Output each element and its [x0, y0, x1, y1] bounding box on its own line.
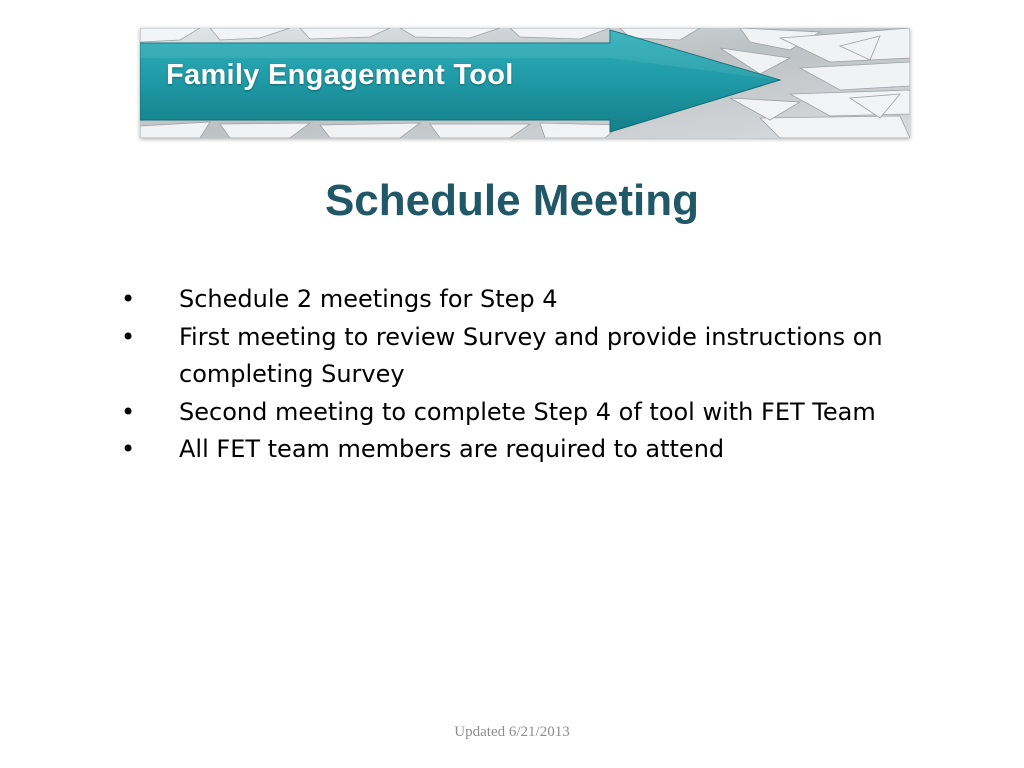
bullet-text: All FET team members are required to attend: [179, 435, 725, 463]
bullet-item: [115, 281, 945, 319]
bullet-list: [115, 281, 945, 469]
banner: [140, 28, 910, 138]
bullet-icon: •: [121, 435, 136, 463]
bullet-item: [115, 394, 945, 432]
bullet-item: [115, 319, 945, 394]
slide-title: Schedule Meeting: [324, 176, 700, 225]
bullet-icon: •: [121, 285, 136, 313]
bullet-text: First meeting to review Survey and provide instructions on completing Survey: [179, 322, 883, 388]
banner-title: Family Engagement Tool: [166, 59, 514, 91]
footer-updated-date: Updated 6/21/2013: [454, 724, 570, 740]
bullet-icon: •: [121, 397, 136, 426]
bullet-item: [115, 431, 945, 469]
bullet-text: Second meeting to complete Step 4 of tool with FET Team: [179, 397, 876, 426]
bullet-text: Schedule 2 meetings for Step 4: [179, 285, 558, 313]
bullet-icon: •: [121, 322, 136, 351]
